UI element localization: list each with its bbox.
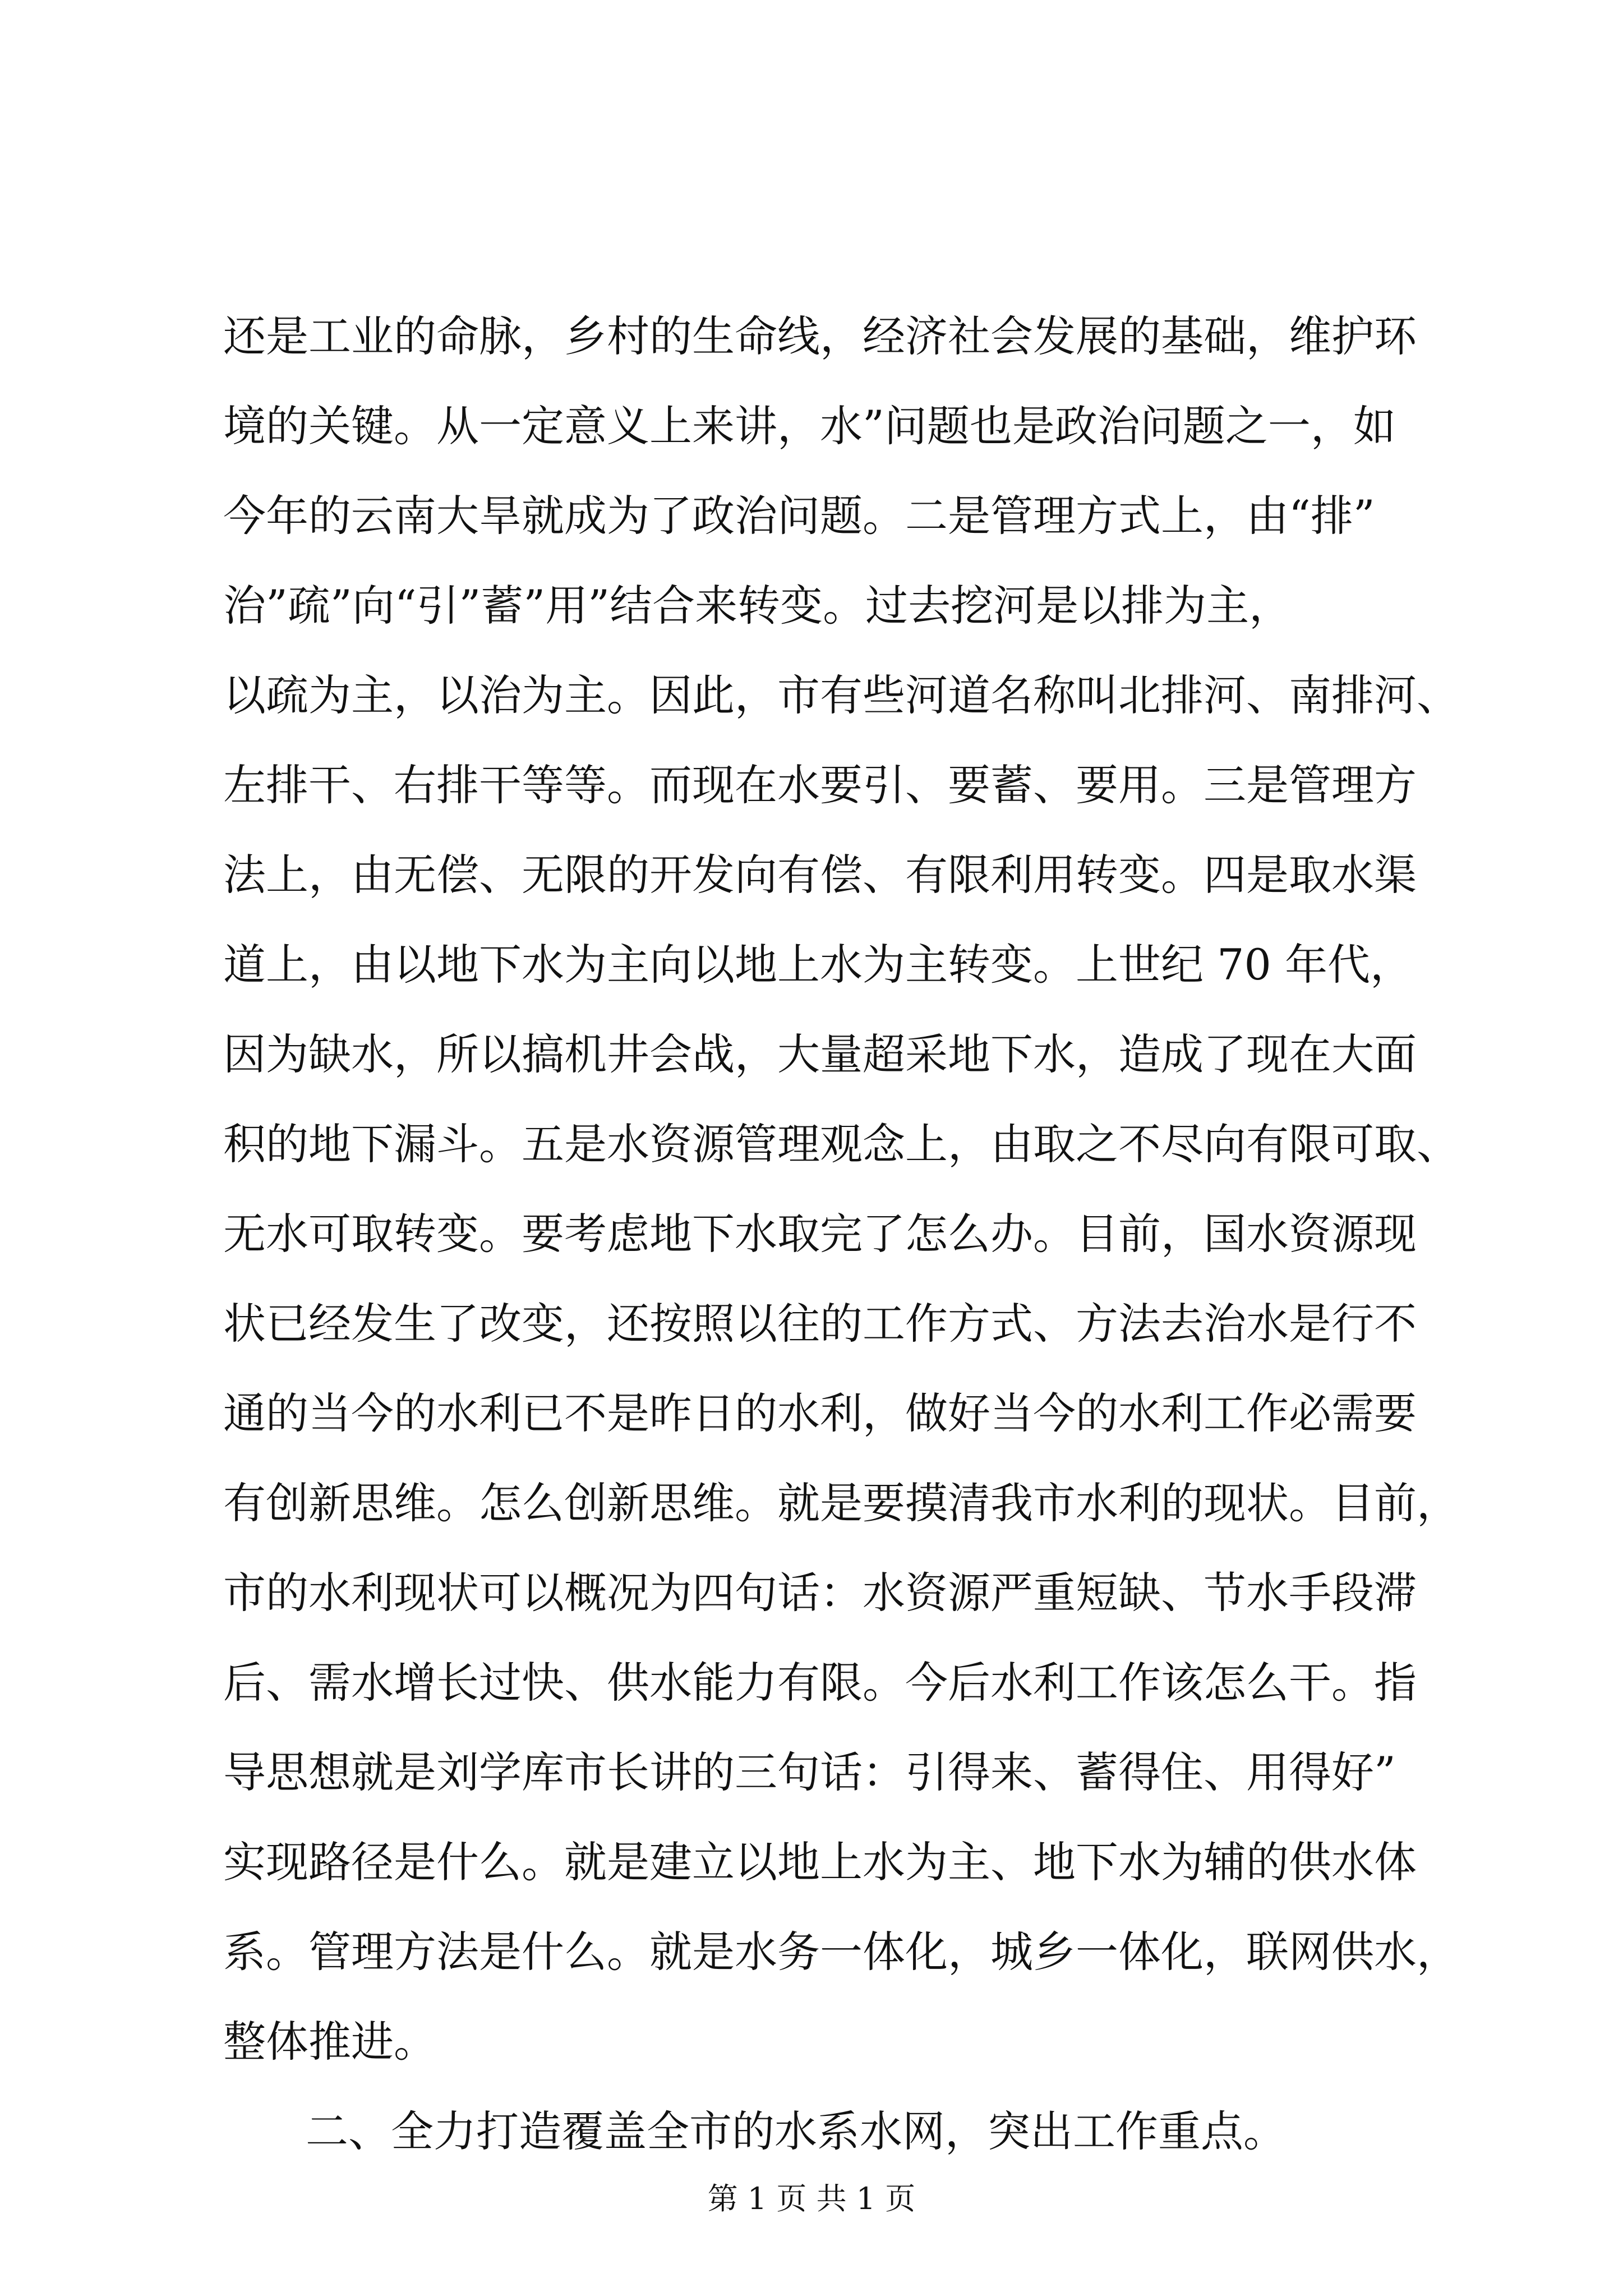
text-line: 积的地下漏斗。五是水资源管理观念上，由取之不尽向有限可取、 bbox=[223, 1119, 1459, 1169]
text-line: 整体推进。 bbox=[223, 2017, 436, 2067]
text-line: 左排干、右排干等等。而现在水要引、要蓄、要用。三是管理方 bbox=[223, 760, 1417, 810]
text-line: 实现路径是什么。就是建立以地上水为主、地下水为辅的供水体 bbox=[223, 1837, 1417, 1887]
text-line: 道上，由以地下水为主向以地上水为主转变。上世纪 70 年代， bbox=[223, 940, 1413, 990]
text-line: 市的水利现状可以概况为四句话：水资源严重短缺、节水手段滞 bbox=[223, 1568, 1417, 1618]
text-line: 因为缺水，所以搞机井会战，大量超采地下水，造成了现在大面 bbox=[223, 1029, 1417, 1079]
page-footer: 第 1 页 共 1 页 bbox=[707, 2181, 916, 2216]
text-line: 后、需水增长过快、供水能力有限。今后水利工作该怎么干。指 bbox=[223, 1658, 1417, 1708]
text-line: 有创新思维。怎么创新思维。就是要摸清我市水利的现状。目前， bbox=[223, 1478, 1459, 1528]
text-line: 境的关键。从一定意义上来讲，水”问题也是政治问题之一，如 bbox=[223, 401, 1396, 451]
text-line: 今年的云南大旱就成为了政治问题。二是管理方式上，由“排” bbox=[223, 491, 1375, 541]
section-heading: 二、全力打造覆盖全市的水系水网，突出工作重点。 bbox=[306, 2106, 1286, 2156]
text-line: 系。管理方法是什么。就是水务一体化，城乡一体化，联网供水， bbox=[223, 1927, 1459, 1977]
text-line: 还是工业的命脉，乡村的生命线，经济社会发展的基础，维护环 bbox=[223, 311, 1417, 361]
text-line: 以疏为主，以治为主。因此，市有些河道名称叫北排河、南排河、 bbox=[223, 670, 1459, 720]
text-line: 无水可取转变。要考虑地下水取完了怎么办。目前，国水资源现 bbox=[223, 1209, 1417, 1259]
text-line: 导思想就是刘学库市长讲的三句话：引得来、蓄得住、用得好” bbox=[223, 1747, 1396, 1797]
text-line: 状已经发生了改变，还按照以往的工作方式、方法去治水是行不 bbox=[223, 1299, 1417, 1349]
text-line: 通的当今的水利已不是昨日的水利，做好当今的水利工作必需要 bbox=[223, 1388, 1417, 1438]
text-line: 法上，由无偿、无限的开发向有偿、有限利用转变。四是取水渠 bbox=[223, 850, 1417, 900]
text-line: 治”疏”向“引”蓄”用”结合来转变。过去挖河是以排为主， bbox=[223, 581, 1292, 631]
